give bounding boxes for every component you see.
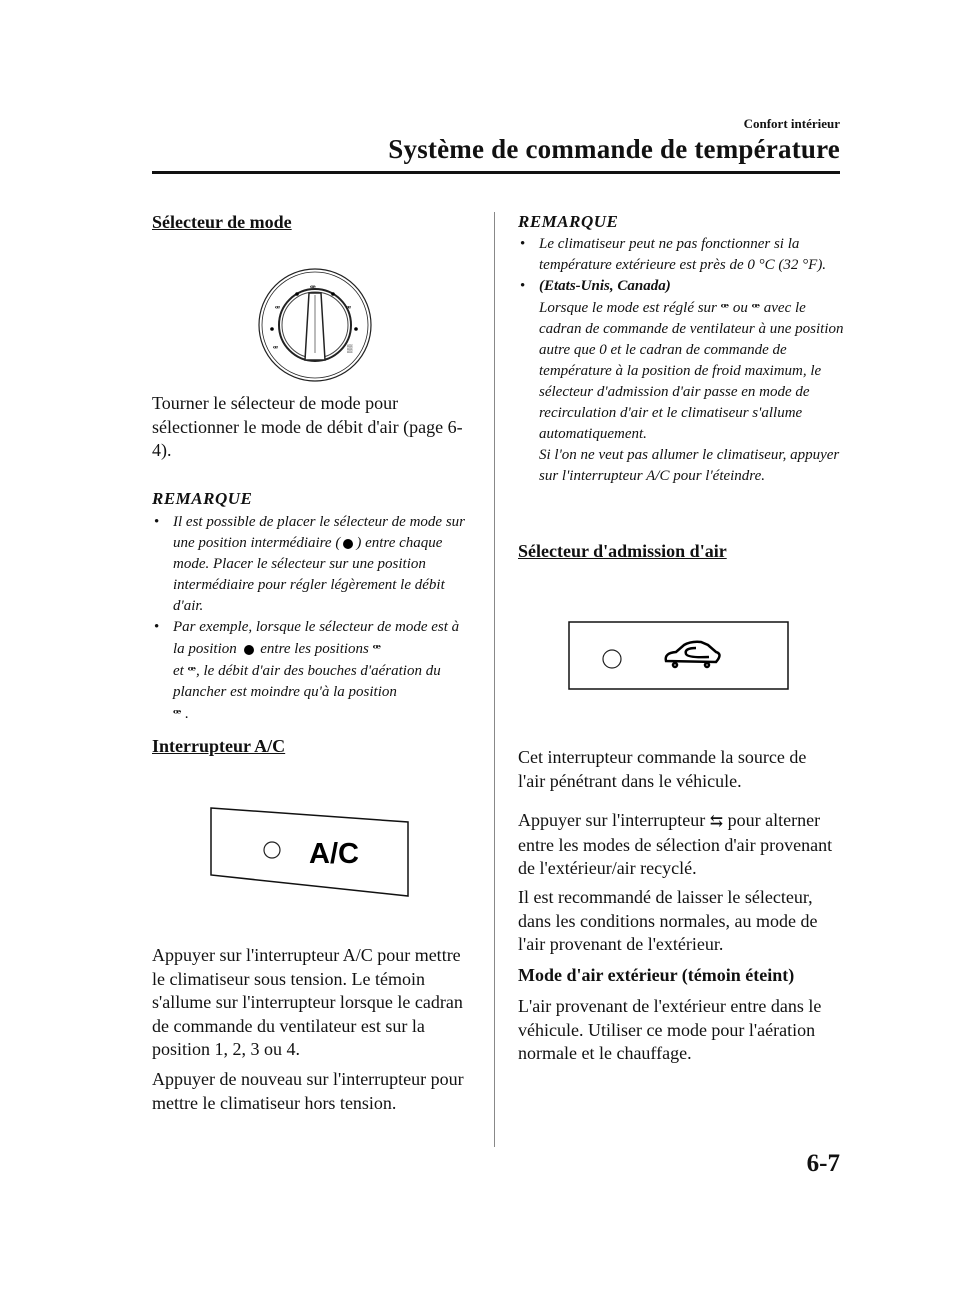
note-text: , le débit d'air des bouches d'aération du plancher est moindre qu'à la position — [173, 663, 441, 700]
ac-text-2: Appuyer de nouveau sur l'interrupteur pour mettre le climatiseur hors tension. — [152, 1069, 464, 1113]
ac-notes — [518, 234, 848, 487]
mode-selector-dial-illustration — [255, 265, 375, 385]
note-item — [152, 512, 472, 617]
svg-text:ꟹ: ꟹ — [310, 283, 316, 293]
svg-text:ꟹ: ꟹ — [273, 344, 279, 353]
intake-heading: Sélecteur d'admission d'air — [518, 541, 727, 561]
floor-vent-icon: ꟹ — [372, 641, 382, 656]
note-text: ou — [732, 300, 748, 316]
page-number: 6-7 — [806, 1150, 840, 1177]
note-title: REMARQUE — [518, 212, 619, 231]
note-text: . — [185, 706, 189, 722]
floor-defrost-icon: ꟹ — [173, 706, 182, 721]
ac-heading: Interrupteur A/C — [152, 736, 286, 756]
recirculation-car-icon: ⇆ — [709, 813, 724, 830]
note-subtitle: (Etats-Unis, Canada) — [539, 278, 671, 294]
intake-text-3: Il est recommandé de laisser le sélecteur, dans les conditions normales, au mode de l'air provenant de l'extérieur. — [518, 887, 818, 954]
note-text: Si l'on ne veut pas allumer le climatiseur, appuyer sur l'interrupteur A/C pour l'éteindre. — [539, 447, 840, 484]
note-text: ) entre chaque mode. Placer le sélecteur sur une position intermédiaire pour régler légèrement le débit d'air. — [173, 535, 445, 614]
intake-text-4: L'air provenant de l'extérieur entre dans le véhicule. Utiliser ce mode pour l'aération normale et le chauffage. — [518, 996, 822, 1063]
floor-defrost-icon: ꟹ — [187, 663, 196, 678]
mode-selector-text: Tourner le sélecteur de mode pour sélectionner le mode de débit d'air (page 6-4). — [152, 393, 463, 460]
floor-vent-icon: ꟹ — [720, 300, 730, 315]
note-text: avec le cadran de commande de ventilateur à une position autre que 0 et le cadran de commande de température à la position de froid maximum, le sélecteur d'admission d'air passe en mode de recirculation d'air et le climatiseur s'allume automatiquement. — [539, 300, 844, 442]
section-label: Confort intérieur — [743, 116, 840, 131]
svg-text:▒: ▒ — [347, 344, 353, 353]
intake-text-1: Cet interrupteur commande la source de l'air pénétrant dans le véhicule. — [518, 747, 807, 791]
svg-text:ꟹ: ꟹ — [275, 304, 281, 313]
floor-defrost-icon: ꟹ — [751, 300, 760, 315]
ac-switch-illustration — [208, 805, 413, 900]
header-rule — [152, 171, 840, 174]
note-title: REMARQUE — [152, 489, 253, 508]
intake-text: Appuyer sur l'interrupteur — [518, 810, 706, 830]
note-item — [518, 234, 848, 276]
note-text: entre les positions — [260, 641, 369, 657]
intake-text: pour alterner entre les modes de sélection d'air provenant de l'extérieur/air recyclé. — [518, 810, 833, 878]
mode-selector-heading: Sélecteur de mode — [152, 212, 292, 232]
note-text: Par exemple, lorsque le sélecteur de mode est à la position — [173, 619, 460, 657]
intake-text-2 — [518, 809, 838, 881]
note-item — [152, 617, 472, 725]
note-text: et — [173, 663, 184, 679]
note-text: Le climatiseur peut ne pas fonctionner si la température extérieure est près de 0 °C (32 °F). — [539, 236, 827, 273]
ac-text-1: Appuyer sur l'interrupteur A/C pour mettre le climatiseur sous tension. Le témoin s'allume sur l'interrupteur lorsque le cadran de commande du ventilateur est sur la position 1, 2, 3 ou 4. — [152, 945, 463, 1059]
note-text: Il est possible de placer le sélecteur de mode sur une position intermédiaire ( — [173, 514, 466, 551]
mode-selector-notes — [152, 512, 472, 725]
intake-switch-illustration — [566, 619, 791, 693]
note-text: Lorsque le mode est réglé sur — [539, 300, 717, 316]
dot-icon — [343, 539, 353, 549]
column-divider — [494, 212, 495, 1147]
svg-text:ꟹ: ꟹ — [346, 304, 352, 313]
note-item — [518, 276, 848, 487]
dot-icon — [244, 645, 254, 655]
ac-switch-label: A/C — [309, 838, 359, 870]
page-title: Système de commande de température — [388, 134, 840, 164]
outside-air-mode-heading: Mode d'air extérieur (témoin éteint) — [518, 965, 795, 985]
